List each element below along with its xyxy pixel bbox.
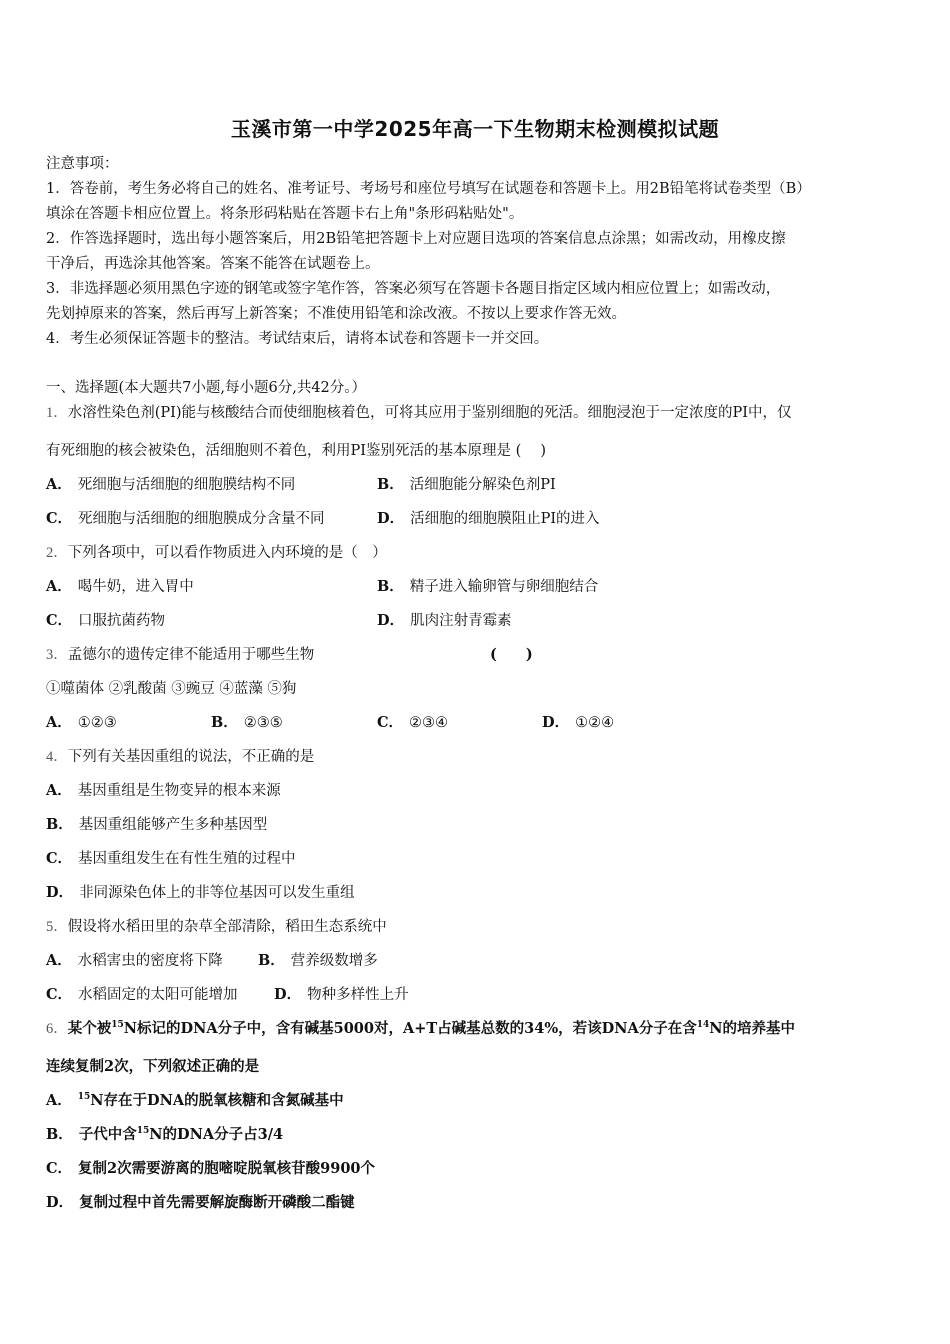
option-label: A． <box>46 714 72 731</box>
option-label: C． <box>46 510 73 527</box>
answer-paren: ( ) <box>490 646 533 663</box>
q3-option-c <box>377 711 448 732</box>
option-text: 水稻害虫的密度将下降 <box>77 953 223 969</box>
question-number: 3． <box>46 647 68 663</box>
q5-option-d <box>274 983 409 1004</box>
option-label: B． <box>377 476 404 493</box>
option-text: 口服抗菌药物 <box>78 613 166 629</box>
question-number: 4． <box>46 749 68 765</box>
superscript: 15 <box>111 1020 124 1031</box>
question-1-stem-cont: 有死细胞的核会被染色，活细胞则不着色，利用PI鉴别死活的基本原理是 ( ) <box>46 443 547 459</box>
option-text: ①②④ <box>575 715 615 731</box>
option-label: A． <box>46 578 72 595</box>
option-label: C． <box>377 714 404 731</box>
option-text: 物种多样性上升 <box>307 987 409 1003</box>
q2-option-c <box>46 609 165 630</box>
question-text: 孟德尔的遗传定律不能适用于哪些生物 <box>67 647 315 663</box>
q6-option-c <box>46 1157 375 1178</box>
q2-option-b <box>377 575 598 596</box>
option-label: A． <box>46 1092 72 1109</box>
option-label: B． <box>258 952 285 969</box>
q6-option-a <box>46 1089 344 1110</box>
superscript: 15 <box>77 1092 91 1103</box>
notice-item: 先划掉原来的答案，然后再写上新答案；不准使用铅笔和涂改液。不按以上要求作答无效。 <box>46 306 626 322</box>
option-text: 死细胞与活细胞的细胞膜成分含量不同 <box>78 511 325 527</box>
q5-option-c <box>46 983 238 1004</box>
q3-option-d <box>542 711 614 732</box>
option-text: 水稻固定的太阳可能增加 <box>78 987 238 1003</box>
question-text: 下列各项中，可以看作物质进入内环境的是（ ） <box>67 545 387 561</box>
option-text: N存在于DNA的脱氧核糖和含氮碱基中 <box>90 1092 344 1109</box>
option-text: ②③⑤ <box>243 715 283 731</box>
q4-option-d <box>46 881 355 902</box>
option-label: D． <box>377 510 405 527</box>
option-text: ②③④ <box>409 715 449 731</box>
q6-option-d <box>46 1191 355 1212</box>
question-4-stem <box>46 745 314 766</box>
question-6-stem <box>46 1017 795 1038</box>
q4-option-c <box>46 847 296 868</box>
superscript: 14 <box>696 1020 710 1031</box>
question-3-items: ①噬菌体 ②乳酸菌 ③豌豆 ④蓝藻 ⑤狗 <box>46 681 297 697</box>
notice-item: 2．作答选择题时，选出每小题答案后，用2B铅笔把答题卡上对应题目选项的答案信息点涂黑；如需改动，用橡皮擦 <box>46 231 786 247</box>
q2-option-a <box>46 575 194 596</box>
q3-option-b <box>211 711 283 732</box>
question-number: 2． <box>46 545 68 561</box>
option-label: D． <box>274 986 302 1003</box>
option-text: ①②③ <box>77 715 117 731</box>
option-label: B． <box>46 1126 73 1143</box>
question-text: 水溶性染色剂(PI)能与核酸结合而使细胞核着色，可将其应用于鉴别细胞的死活。细胞浸泡于一定浓度的PI中，仅 <box>67 405 792 421</box>
option-label: A． <box>46 782 72 799</box>
option-label: D． <box>542 714 570 731</box>
option-text: N的DNA分子占3/4 <box>149 1126 284 1143</box>
option-label: D． <box>46 1194 74 1211</box>
option-label: D． <box>377 612 405 629</box>
option-text: 基因重组是生物变异的根本来源 <box>77 783 281 799</box>
option-label: D． <box>46 884 74 901</box>
notice-item: 干净后，再选涂其他答案。答案不能答在试题卷上。 <box>46 256 380 272</box>
notice-heading: 注意事项： <box>46 156 119 172</box>
option-label: C． <box>46 1160 73 1177</box>
option-label: C． <box>46 612 73 629</box>
option-text: 非同源染色体上的非等位基因可以发生重组 <box>79 885 355 901</box>
question-text: N的培养基中 <box>709 1020 795 1037</box>
question-number: 1． <box>46 405 68 421</box>
section-heading: 一、选择题(本大题共7小题,每小题6分,共42分。） <box>46 380 367 396</box>
option-text: 复制过程中首先需要解旋酶断开磷酸二酯键 <box>79 1194 355 1211</box>
question-3-stem <box>46 643 314 664</box>
option-text: 活细胞的细胞膜阻止PI的进入 <box>410 511 600 527</box>
question-text: 某个被 <box>67 1020 112 1037</box>
page-title: 玉溪市第一中学2025年高一下生物期末检测模拟试题 <box>230 117 720 141</box>
q4-option-a <box>46 779 281 800</box>
question-text: N标记的DNA分子中，含有碱基5000对，A+T占碱基总数的34%，若该DNA分子在含 <box>123 1020 697 1037</box>
question-number: 6． <box>46 1021 68 1037</box>
q1-option-b <box>377 473 556 494</box>
option-label: B． <box>46 816 73 833</box>
notice-item: 填涂在答题卡相应位置上。将条形码粘贴在答题卡右上角"条形码粘贴处"。 <box>46 206 524 222</box>
notice-item: 1．答卷前，考生务必将自己的姓名、准考证号、考场号和座位号填写在试题卷和答题卡上。用2B铅笔将试卷类型（B） <box>46 181 811 197</box>
q1-option-a <box>46 473 295 494</box>
option-label: B． <box>377 578 404 595</box>
q5-option-b <box>258 949 378 970</box>
question-6-stem-cont: 连续复制2次，下列叙述正确的是 <box>46 1058 260 1075</box>
option-text: 基因重组发生在有性生殖的过程中 <box>78 851 296 867</box>
option-label: A． <box>46 476 72 493</box>
option-text: 喝牛奶，进入胃中 <box>77 579 194 595</box>
superscript: 15 <box>136 1126 150 1137</box>
option-text: 精子进入输卵管与卵细胞结合 <box>409 579 599 595</box>
q6-option-b <box>46 1123 283 1144</box>
q4-option-b <box>46 813 267 834</box>
option-text: 营养级数增多 <box>290 953 378 969</box>
option-label: C． <box>46 850 73 867</box>
q2-option-d <box>377 609 512 630</box>
option-text: 复制2次需要游离的胞嘧啶脱氧核苷酸9900个 <box>78 1160 375 1177</box>
option-label: C． <box>46 986 73 1003</box>
option-label: A． <box>46 952 72 969</box>
question-text: 下列有关基因重组的说法，不正确的是 <box>67 749 315 765</box>
notice-item: 3．非选择题必须用黑色字迹的钢笔或签字笔作答，答案必须写在答题卡各题目指定区域内相应位置上；如需改动， <box>46 281 781 297</box>
q1-option-c <box>46 507 325 528</box>
option-text: 死细胞与活细胞的细胞膜结构不同 <box>77 477 296 493</box>
question-1-stem <box>46 401 792 422</box>
option-label: B． <box>211 714 238 731</box>
q3-option-a <box>46 711 117 732</box>
option-text: 子代中含 <box>78 1126 137 1143</box>
option-text: 活细胞能分解染色剂PI <box>409 477 556 493</box>
q1-option-d <box>377 507 600 528</box>
option-text: 肌肉注射青霉素 <box>410 613 512 629</box>
option-text: 基因重组能够产生多种基因型 <box>78 817 268 833</box>
question-5-stem <box>46 915 387 936</box>
question-text: 假设将水稻田里的杂草全部清除，稻田生态系统中 <box>67 919 387 935</box>
notice-item: 4．考生必须保证答题卡的整洁。考试结束后，请将本试卷和答题卡一并交回。 <box>46 331 549 347</box>
q5-option-a <box>46 949 223 970</box>
question-number: 5． <box>46 919 68 935</box>
question-2-stem <box>46 541 387 562</box>
